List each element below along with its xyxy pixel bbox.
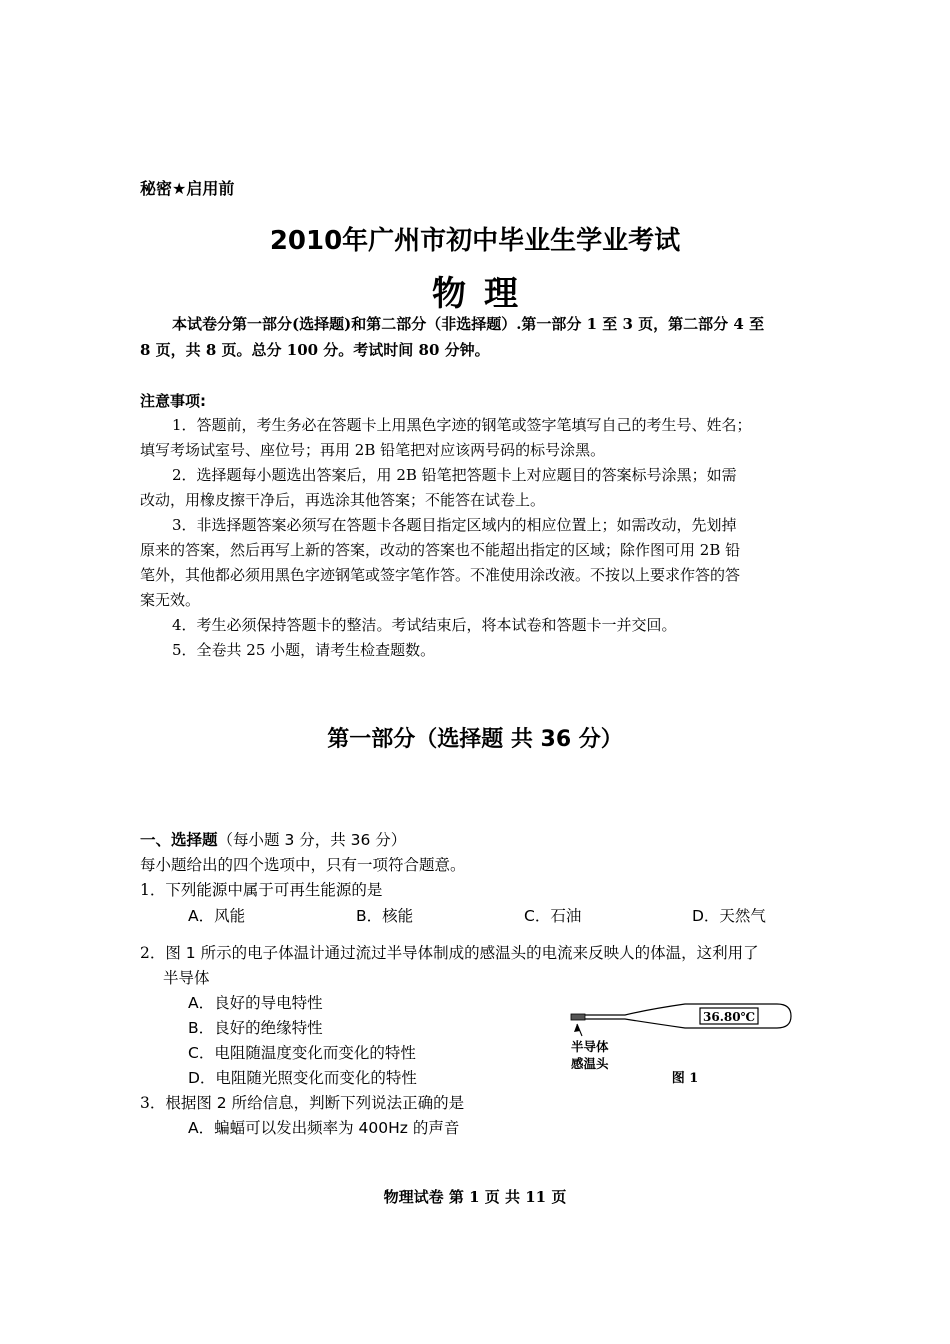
notice-line: 原来的答案，然后再写上新的答案，改动的答案也不能超出指定的区域；除作图可用 2B 铅: [140, 541, 741, 559]
notice-heading: 注意事项:: [140, 392, 206, 410]
question-3: [140, 1091, 464, 1113]
q1-option-b: B．核能: [356, 907, 414, 925]
notice-line: 1．答题前，考生务必在答题卡上用黑色字迹的钢笔或签字笔填写自己的考生号、姓名；: [172, 416, 752, 434]
display-reading: 36.80℃: [703, 1010, 755, 1024]
question-number: 3．: [140, 1094, 166, 1112]
notice-line: 2．选择题每小题选出答案后，用 2B 铅笔把答题卡上对应题目的答案标号涂黑；如需: [172, 466, 737, 484]
q2-option-c: C．电阻随温度变化而变化的特性: [188, 1044, 416, 1062]
notice-line: 4．考生必须保持答题卡的整洁。考试结束后，将本试卷和答题卡一并交回。: [172, 616, 677, 634]
question-stem: 下列能源中属于可再生能源的是: [165, 881, 383, 899]
q1-option-c: C．石油: [524, 907, 582, 925]
notice-line: 5．全卷共 25 小题，请考生检查题数。: [172, 641, 436, 659]
q2-option-b: B．良好的绝缘特性: [188, 1019, 323, 1037]
thermometer-figure: [565, 996, 805, 1086]
question-number: 1．: [140, 881, 166, 899]
part1-heading: 第一部分（选择题 共 36 分）: [327, 727, 623, 752]
q3-option-a: A．蝙蝠可以发出频率为 400Hz 的声音: [188, 1119, 460, 1137]
sensor-label-2: 感温头: [571, 1056, 609, 1071]
section-heading: [140, 828, 406, 850]
section-note: （每小题 3 分，共 36 分）: [217, 831, 407, 849]
exam-title: 2010年广州市初中毕业生学业考试: [269, 226, 681, 256]
question-number: 2．: [140, 944, 166, 962]
question-2: [140, 941, 759, 963]
notice-line: 填写考场试室号、座位号；再用 2B 铅笔把对应该两号码的标号涂黑。: [140, 441, 606, 459]
question-stem: 图 1 所示的电子体温计通过流过半导体制成的感温头的电流来反映人的体温，这利用了: [165, 944, 759, 962]
sensor-tip: [571, 1014, 585, 1020]
section-title: 一、选择题: [140, 831, 218, 849]
q1-option-d: D．天然气: [692, 907, 766, 925]
secret-mark: 秘密★启用前: [140, 179, 235, 198]
question-1: [140, 878, 382, 900]
q1-option-a: A．风能: [188, 907, 246, 925]
page-footer: 物理试卷 第 1 页 共 11 页: [383, 1188, 567, 1206]
sensor-label-1: 半导体: [571, 1039, 609, 1054]
section-instruction: 每小题给出的四个选项中，只有一项符合题意。: [140, 856, 466, 874]
intro-line-2: 8 页，共 8 页。总分 100 分。考试时间 80 分钟。: [140, 341, 490, 359]
notice-line: 改动，用橡皮擦干净后，再选涂其他答案；不能答在试卷上。: [140, 491, 546, 509]
notice-line: 笔外，其他都必须用黑色字迹钢笔或签字笔作答。不准使用涂改液。不按以上要求作答的答: [140, 566, 741, 584]
question-stem-cont: 半导体: [163, 969, 210, 987]
intro-line-1: 本试卷分第一部分(选择题)和第二部分（非选择题）.第一部分 1 至 3 页，第二部分 4 至: [172, 315, 765, 333]
figure-caption: 图 1: [671, 1071, 699, 1086]
subject-title: 物理: [432, 274, 536, 314]
notice-line: 案无效。: [140, 591, 201, 609]
notice-line: 3．非选择题答案必须写在答题卡各题目指定区域内的相应位置上；如需改动，先划掉: [172, 516, 737, 534]
q2-option-d: D．电阻随光照变化而变化的特性: [188, 1069, 417, 1087]
q2-option-a: A．良好的导电特性: [188, 994, 323, 1012]
question-stem: 根据图 2 所给信息，判断下列说法正确的是: [165, 1094, 465, 1112]
